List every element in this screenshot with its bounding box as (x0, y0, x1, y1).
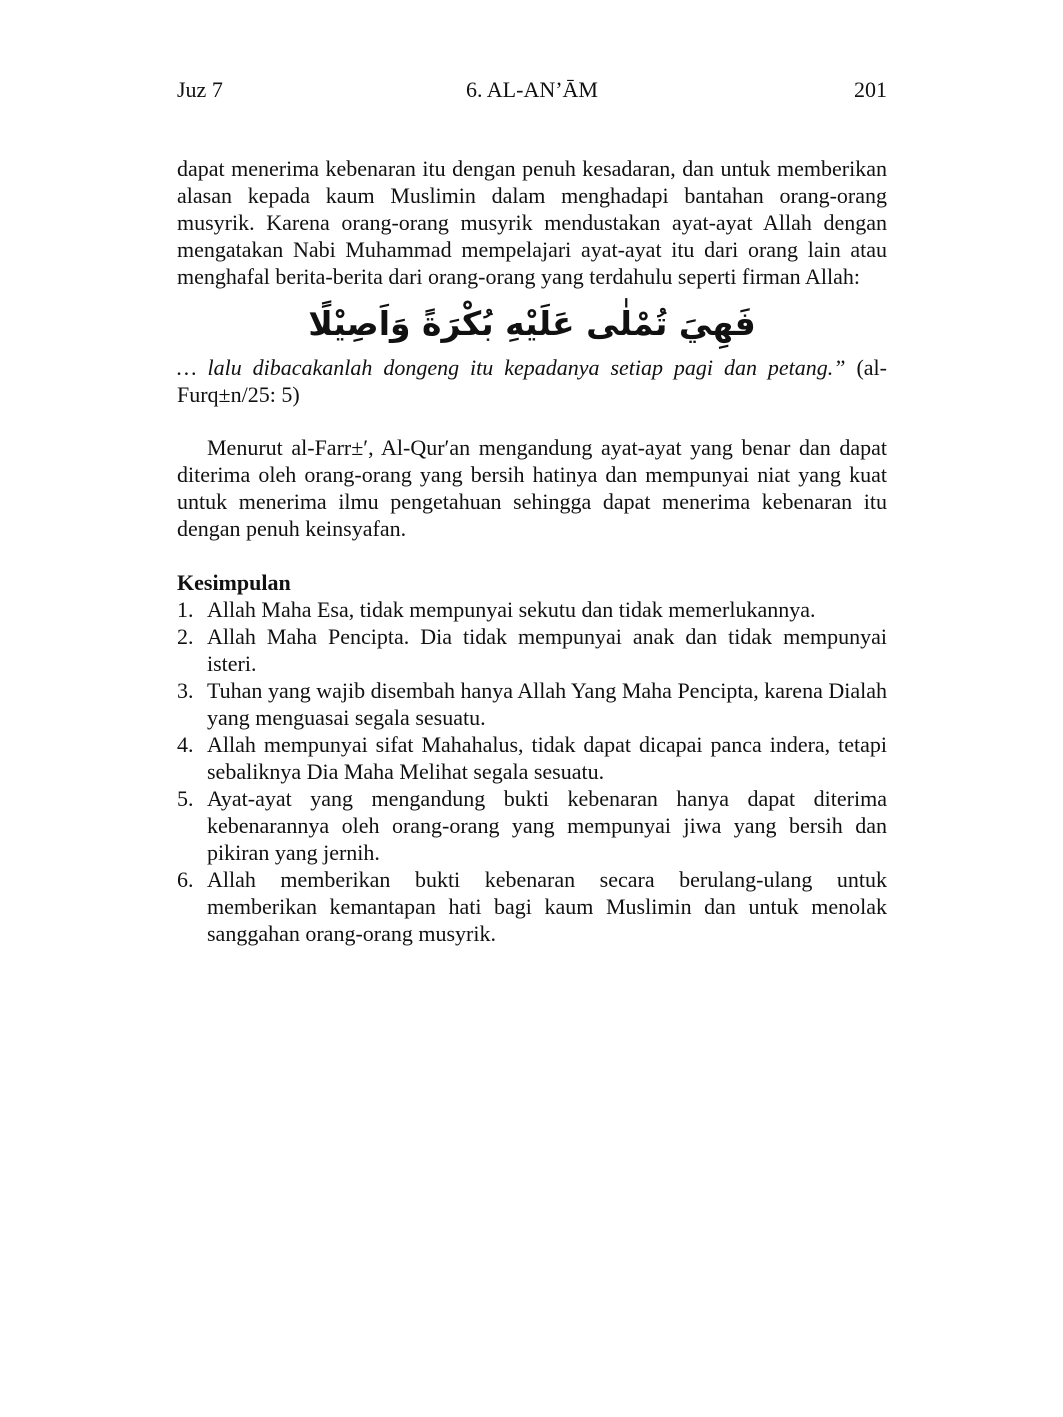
list-item-text: Ayat-ayat yang mengandung bukti kebenaran hanya dapat diterima kebenarannya oleh orang-orang yang mempunyai jiwa yang bersih dan pikiran yang jernih. (207, 786, 887, 865)
list-item (177, 731, 887, 785)
list-item-text: Allah Maha Esa, tidak mempunyai sekutu dan tidak memerlukannya. (207, 597, 816, 622)
kesimpulan-list (177, 596, 887, 947)
list-item-number: 5. (177, 786, 194, 811)
page-body (177, 155, 887, 947)
translation-italic-text: … lalu dibacakanlah dongeng itu kepadanya setiap pagi dan petang.” (177, 355, 846, 380)
list-item-number: 1. (177, 597, 194, 622)
page-header (177, 76, 887, 103)
list-item (177, 866, 887, 947)
list-item-text: Tuhan yang wajib disembah hanya Allah Yang Maha Pencipta, karena Dialah yang menguasai segala sesuatu. (207, 678, 887, 730)
verse-reference: (al-Furq±n/25: 5) (177, 355, 887, 407)
list-item (177, 596, 887, 623)
kesimpulan-heading: Kesimpulan (177, 570, 291, 595)
header-surah-title: 6. AL-AN’ĀM (466, 77, 598, 102)
list-item-number: 6. (177, 867, 194, 892)
arabic-verse: فَهِيَ تُمْلٰى عَلَيْهِ بُكْرَةً وَاَصِيْلًا (308, 304, 756, 343)
list-item-number: 3. (177, 678, 194, 703)
list-item-number: 2. (177, 624, 194, 649)
list-item (177, 785, 887, 866)
header-juz-label: Juz 7 (177, 77, 223, 102)
list-item (177, 677, 887, 731)
paragraph-alfarra: Menurut al-Farr±′, Al-Qur′an mengandung ayat-ayat yang benar dan dapat diterima oleh orang-orang yang bersih hatinya dan mempunyai niat yang kuat untuk menerima ilmu pengetahuan sehingga dapat menerima kebenaran itu dengan penuh keinsyafan. (177, 435, 887, 541)
list-item-number: 4. (177, 732, 194, 757)
paragraph-intro: dapat menerima kebenaran itu dengan penuh kesadaran, dan untuk memberikan alasan kepada kaum Muslimin dalam menghadapi bantahan orang-orang musyrik. Karena orang-orang musyrik mendustakan ayat-ayat Allah dengan mengatakan Nabi Muhammad mempelajari ayat-ayat itu dari orang lain atau menghafal berita-berita dari orang-orang yang terdahulu seperti firman Allah: (177, 156, 887, 289)
list-item (177, 623, 887, 677)
verse-translation (177, 354, 887, 408)
list-item-text: Allah Maha Pencipta. Dia tidak mempunyai anak dan tidak mempunyai isteri. (207, 624, 887, 676)
list-item-text: Allah mempunyai sifat Mahahalus, tidak dapat dicapai panca indera, tetapi sebaliknya Dia Maha Melihat segala sesuatu. (207, 732, 887, 784)
header-page-number: 201 (854, 77, 887, 102)
list-item-text: Allah memberikan bukti kebenaran secara berulang-ulang untuk memberikan kemantapan hati bagi kaum Muslimin dan untuk menolak sanggahan orang-orang musyrik. (207, 867, 887, 946)
